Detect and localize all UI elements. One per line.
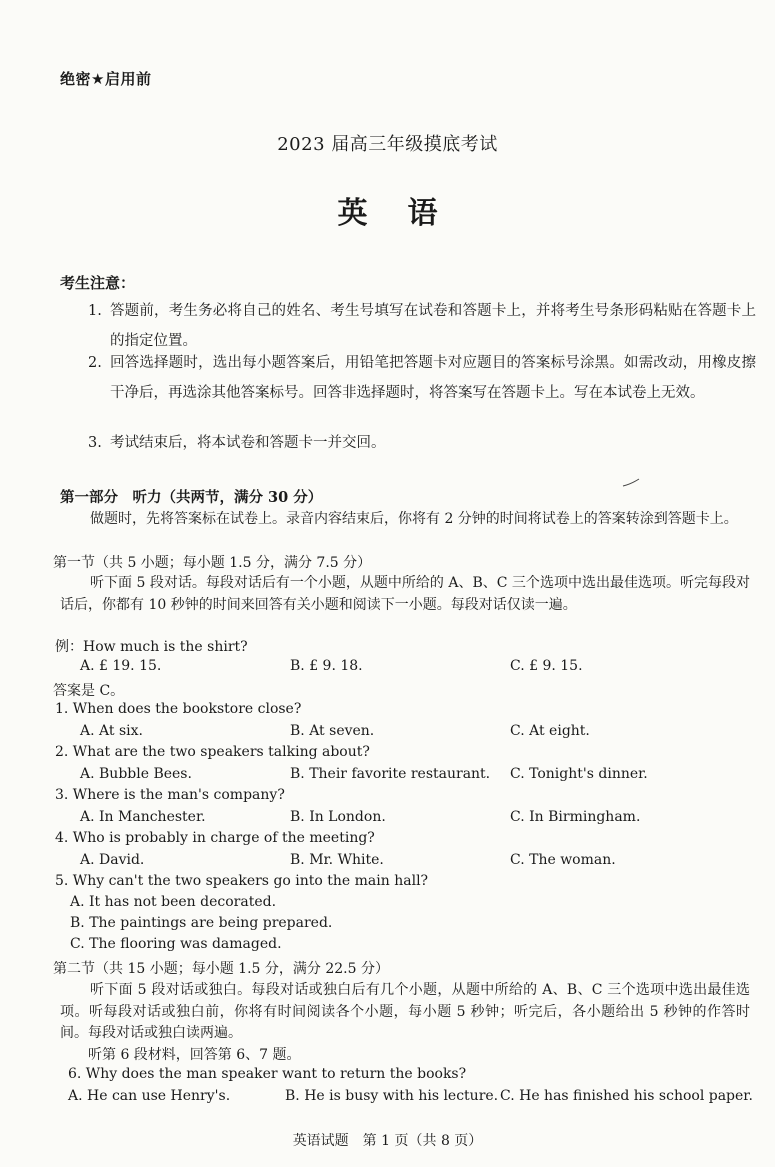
option-a: A. He can use Henry's. (68, 1088, 231, 1104)
page-footer: 英语试题 第 1 页（共 8 页） (292, 1133, 483, 1149)
question: 6. Why does the man speaker want to return the books? (68, 1066, 467, 1082)
option-b: B. £ 9. 18. (290, 658, 363, 674)
option-b: B. Mr. White. (290, 852, 384, 868)
option-c: C. The woman. (510, 852, 616, 868)
example-question: 例：How much is the shirt? (55, 639, 248, 655)
sub-intro: 听第 6 段材料，回答第 6、7 题。 (88, 1047, 301, 1063)
confidential-label: 绝密★启用前 (60, 70, 152, 88)
option-c: C. £ 9. 15. (510, 658, 583, 674)
option-a: A. £ 19. 15. (80, 658, 162, 674)
example-answer: 答案是 C。 (53, 683, 125, 699)
option-c: C. He has finished his school paper. (500, 1088, 753, 1104)
notice-number: 1. (88, 303, 102, 319)
option-a: A. In Manchester. (80, 809, 206, 825)
notice-item (88, 296, 756, 356)
notice-text: 答题前，考生务必将自己的姓名、考生号填写在试卷和答题卡上，并将考生号条形码粘贴在答题卡上的指定位置。 (110, 303, 756, 349)
notice-title: 考生注意： (60, 274, 136, 292)
option-a: A. Bubble Bees. (80, 766, 192, 782)
subject-title: 英语 (337, 196, 478, 231)
question: 4. Who is probably in charge of the meeting? (55, 830, 375, 846)
question: 3. Where is the man's company? (55, 787, 285, 803)
option-c: C. In Birmingham. (510, 809, 641, 825)
option-c: C. The flooring was damaged. (70, 936, 282, 952)
option-b: B. In London. (290, 809, 386, 825)
part-intro: 做题时，先将答案标在试卷上。录音内容结束后，你将有 2 分钟的时间将试卷上的答案转涂到答题卡上。 (90, 511, 738, 527)
notice-text: 考试结束后，将本试卷和答题卡一并交回。 (110, 435, 386, 451)
option-b: B. The paintings are being prepared. (70, 915, 333, 931)
section2-title: 第二节（共 15 小题；每小题 1.5 分，满分 22.5 分） (53, 961, 389, 977)
scan-mark-icon (622, 478, 640, 488)
exam-title: 2023 届高三年级摸底考试 (277, 134, 498, 155)
option-b: B. At seven. (290, 723, 375, 739)
section1-intro: 听下面 5 段对话。每段对话后有一个小题，从题中所给的 A、B、C 三个选项中选出最佳选项。听完每段对话后，你都有 10 秒钟的时间来回答有关小题和阅读下一小题。每段对话仅读一遍。 (60, 575, 750, 613)
notice-text: 回答选择题时，选出每小题答案后，用铅笔把答题卡对应题目的答案标号涂黑。如需改动，用橡皮擦干净后，再选涂其他答案标号。回答非选择题时，将答案写在答题卡上。写在本试卷上无效。 (110, 355, 756, 401)
question: 1. When does the bookstore close? (55, 701, 302, 717)
option-a: A. David. (80, 852, 145, 868)
notice-number: 2. (88, 355, 102, 371)
notice-item (88, 428, 756, 458)
option-a: A. At six. (80, 723, 143, 739)
option-c: C. Tonight's dinner. (510, 766, 648, 782)
question: 5. Why can't the two speakers go into the main hall? (55, 873, 429, 889)
option-b: B. Their favorite restaurant. (290, 766, 491, 782)
question: 2. What are the two speakers talking about? (55, 744, 370, 760)
notice-number: 3. (88, 435, 102, 451)
section2-intro: 听下面 5 段对话或独白。每段对话或独白后有几个小题，从题中所给的 A、B、C 三个选项中选出最佳选项。听每段对话或独白前，你将有时间阅读各个小题，每小题 5 秒钟；听完后，各小题给出 5 秒钟的作答时间。每段对话或独白读两遍。 (60, 982, 750, 1041)
option-b: B. He is busy with his lecture. (285, 1088, 499, 1104)
option-a: A. It has not been decorated. (70, 894, 277, 910)
part-title: 第一部分 听力（共两节，满分 30 分） (60, 489, 323, 506)
section1-title: 第一节（共 5 小题；每小题 1.5 分，满分 7.5 分） (53, 555, 372, 571)
option-c: C. At eight. (510, 723, 590, 739)
notice-item (88, 348, 756, 408)
